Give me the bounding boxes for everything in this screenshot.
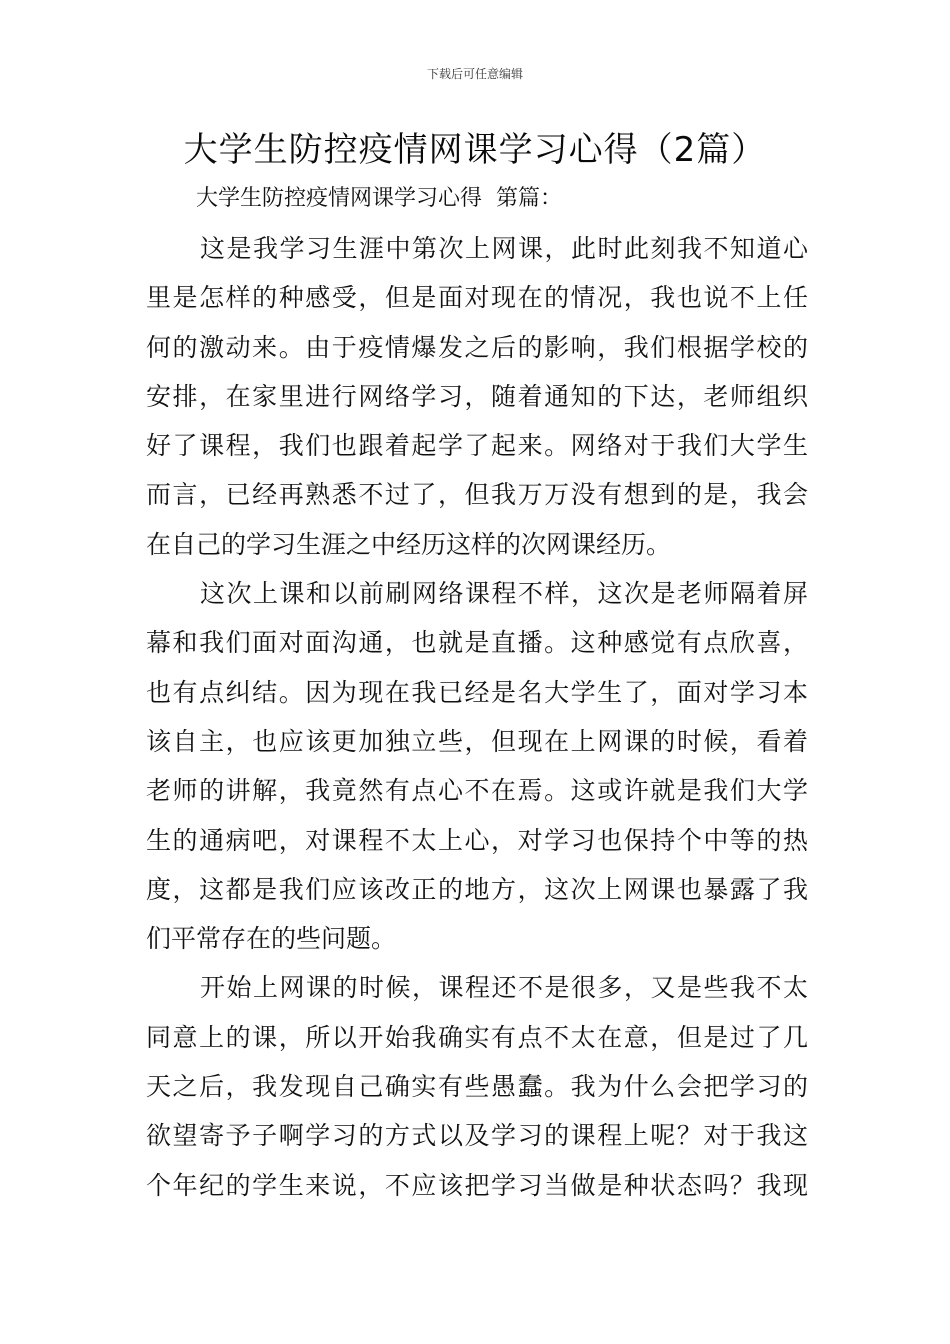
paragraph-line: 天之后，我发现自己确实有些愚蠢。我为什么会把学习的 xyxy=(146,1072,808,1102)
paragraph-2 xyxy=(146,569,808,963)
document-title: 大学生防控疫情网课学习心得（2篇） xyxy=(183,130,767,170)
paragraph-line: 该自主，也应该更加独立些，但现在上网课的时候，看着 xyxy=(146,726,808,756)
paragraph-line: 好了课程，我们也跟着起学了起来。网络对于我们大学生 xyxy=(146,431,808,461)
paragraph-line: 安排，在家里进行网络学习，随着通知的下达，老师组织 xyxy=(146,381,808,411)
paragraph-line: 这次上课和以前刷网络课程不样，这次是老师隔着屏 xyxy=(200,579,808,609)
paragraph-line: 老师的讲解，我竟然有点心不在焉。这或许就是我们大学 xyxy=(146,776,808,806)
paragraph-1 xyxy=(146,224,808,569)
document-body xyxy=(146,224,808,1210)
paragraph-line: 同意上的课，所以开始我确实有点不太在意，但是过了几 xyxy=(146,1022,808,1052)
paragraph-line: 里是怎样的种感受，但是面对现在的情况，我也说不上任 xyxy=(146,283,808,313)
paragraph-line: 开始上网课的时候，课程还不是很多，又是些我不太 xyxy=(200,973,808,1003)
paragraph-line: 这是我学习生涯中第次上网课，此时此刻我不知道心 xyxy=(200,234,808,263)
paragraph-line: 欲望寄予子啊学习的方式以及学习的课程上呢？对于我这 xyxy=(146,1121,808,1151)
paragraph-line: 也有点纠结。因为现在我已经是名大学生了，面对学习本 xyxy=(146,677,808,707)
paragraph-line: 在自己的学习生涯之中经历这样的次网课经历。 xyxy=(146,529,672,559)
paragraph-line: 幕和我们面对面沟通，也就是直播。这种感觉有点欣喜， xyxy=(146,628,808,658)
paragraph-line: 而言，已经再熟悉不过了，但我万万没有想到的是，我会 xyxy=(146,480,808,510)
paragraph-line: 何的激动来。由于疫情爆发之后的影响，我们根据学校的 xyxy=(146,332,808,362)
paragraph-line: 们平常存在的些问题。 xyxy=(146,924,397,954)
paragraph-line: 个年纪的学生来说，不应该把学习当做是种状态吗？我现 xyxy=(146,1170,808,1200)
document-subtitle: 大学生防控疫情网课学习心得 第篇： xyxy=(196,186,562,211)
paragraph-line: 生的通病吧，对课程不太上心，对学习也保持个中等的热 xyxy=(146,825,808,855)
paragraph-3 xyxy=(146,963,808,1209)
page-header-note: 下载后可任意编辑 xyxy=(426,67,523,81)
paragraph-line: 度，这都是我们应该改正的地方，这次上网课也暴露了我 xyxy=(146,874,808,904)
